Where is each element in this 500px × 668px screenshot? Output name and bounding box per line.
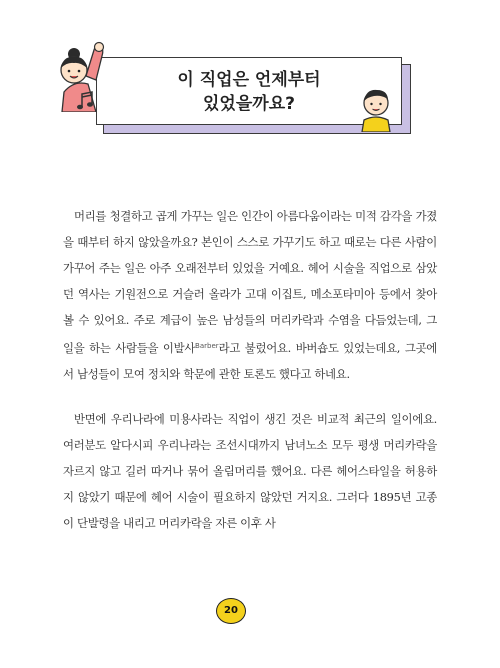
paragraph-1-text-end: 라고 불렀어요. 바버숍도 있었는데요, 그곳에서 남성들이 모여 정치와 학문에 관한 토론도 했다고 하네요. bbox=[63, 341, 437, 381]
barber-gloss: Barber bbox=[195, 342, 219, 350]
boy-illustration bbox=[356, 84, 396, 132]
music-note-icon bbox=[76, 90, 96, 112]
title-line-1: 이 직업은 언제부터 bbox=[177, 70, 321, 90]
paragraph-2: 반면에 우리나라에 미용사라는 직업이 생긴 것은 비교적 최근의 일이에요. 여러분도 알다시피 우리나라는 조선시대까지 남녀노소 모두 평생 머리카락을 자르지 않고 길러 따거나 묶어 올림머리를 했어요. 다른 헤어스타일을 허용하지 않았기 때문에 헤어 시술이 필요하지 않았던 거지요. 그러다 1895년 고종이 단발령을 내리고 머리카락을 자른 이후 사 bbox=[63, 412, 437, 530]
title-line-2: 있었을까요? bbox=[203, 94, 295, 114]
page-number-badge: 20 bbox=[216, 598, 246, 624]
paragraph-1 bbox=[63, 203, 437, 387]
paragraph-1-text: 머리를 청결하고 곱게 가꾸는 일은 인간이 아름다움이라는 미적 감각을 가졌을 때부터 하지 않았을까요? 본인이 스스로 가꾸기도 하고 때로는 다른 사람이 가꾸어 주는 일은 아주 오래전부터 있었을 거예요. 헤어 시술을 직업으로 삼았던 역사는 기원전으로 거슬러 올라가 고대 이집트, 메소포타미아 등에서 찾아볼 수 있어요. 주로 계급이 높은 남성들의 머리카락과 수염을 다듬었는데, 그 일을 하는 사람들을 이발사 bbox=[63, 209, 437, 355]
